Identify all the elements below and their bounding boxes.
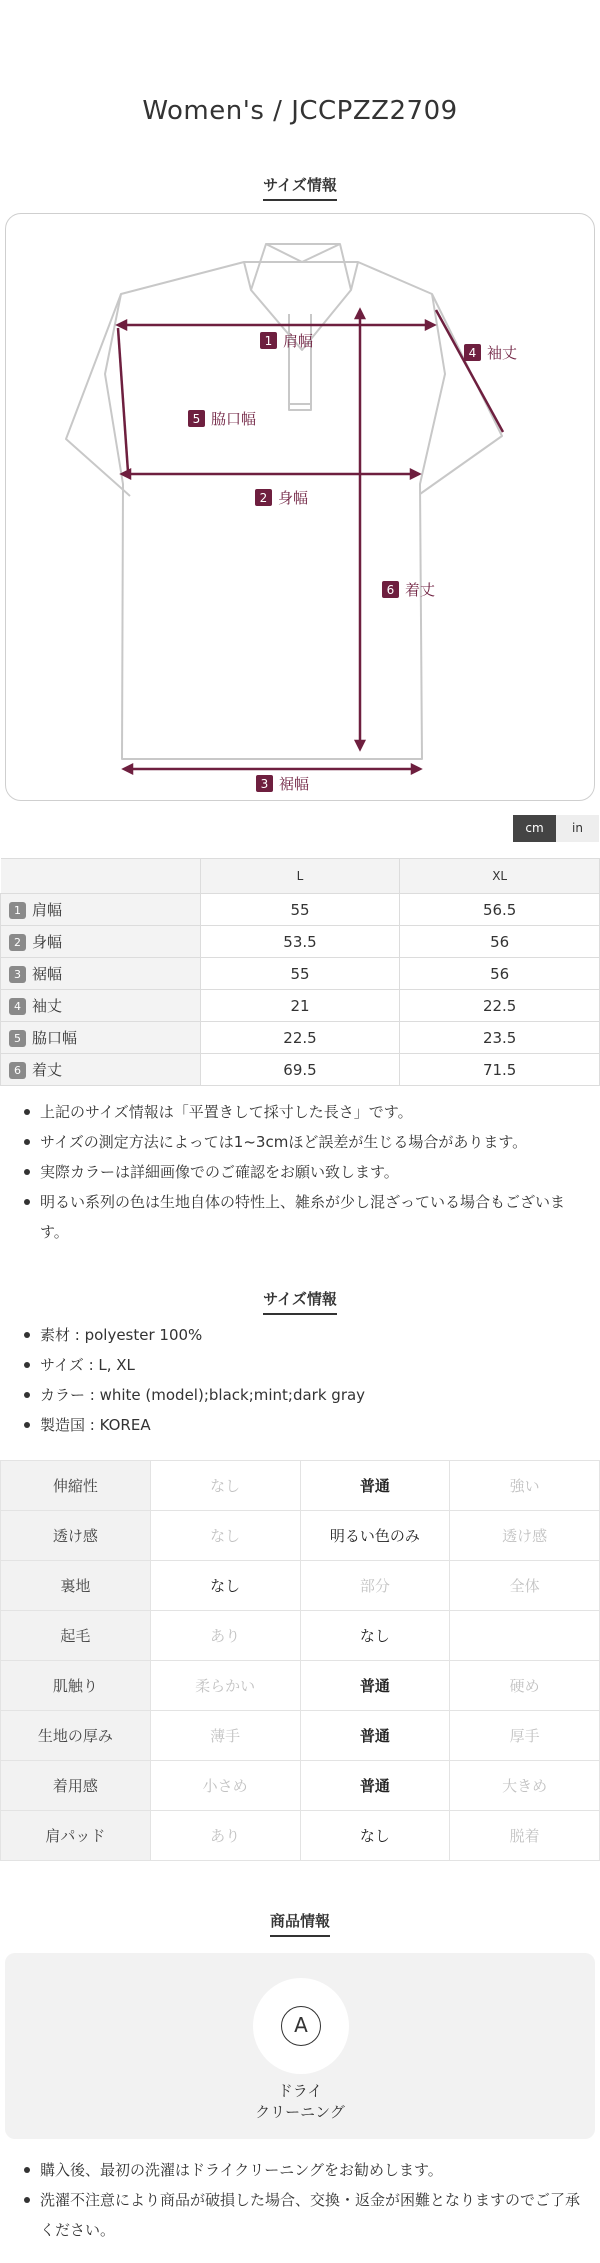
diagram-label-hem [256,775,309,793]
table-row: 透け感 なし 明るい色のみ 透け感 [1,1511,600,1561]
diagram-label-sleeve [464,344,517,362]
svg-text:脇口幅: 脇口幅 [211,410,257,428]
fabric-table [0,1460,600,1861]
care-box [5,1953,595,2139]
svg-text:着丈: 着丈 [405,581,436,599]
list-item: 明るい系列の色は生地自体の特性上、雑糸が少し混ざっている場合もございます。 [22,1187,592,1247]
care-symbol: A [281,2006,321,2046]
table-row: 肌触り 柔らかい 普通 硬め [1,1661,600,1711]
svg-text:3: 3 [260,777,269,791]
table-row: 1 肩幅 55 56.5 [1,894,600,926]
list-item: 実際カラーは詳細画像でのご確認をお願い致します。 [22,1157,592,1187]
size-table-header [1,859,600,894]
svg-text:裾幅: 裾幅 [279,775,310,793]
svg-text:袖丈: 袖丈 [487,344,518,362]
diagram-label-chest [255,489,308,507]
spec-heading: サイズ情報 [0,1288,600,1315]
list-item: 製造国 : KOREA [22,1410,592,1440]
table-row: 4 袖丈 21 22.5 [1,990,600,1022]
svg-text:2: 2 [259,491,268,505]
list-item: 素材 : polyester 100% [22,1320,592,1350]
unit-toggle[interactable] [513,815,599,842]
care-notes-list [22,2155,592,2245]
svg-text:4: 4 [468,346,477,360]
row-label: 着丈 [32,1061,63,1079]
table-row: 6 着丈 69.5 71.5 [1,1054,600,1086]
list-item: カラー : white (model);black;mint;dark gray [22,1380,592,1410]
table-row: 着用感 小さめ 普通 大きめ [1,1761,600,1811]
list-item: サイズ : L, XL [22,1350,592,1380]
table-row: 起毛 あり なし [1,1611,600,1661]
svg-text:6: 6 [386,583,395,597]
polo-shirt-diagram [6,214,596,802]
table-row: 3 裾幅 55 56 [1,958,600,990]
size-column-header: L [200,859,400,894]
size-table [0,858,600,1086]
dry-clean-icon [253,1978,349,2074]
table-row: 伸縮性 なし 普通 強い [1,1461,600,1511]
table-row: 裏地 なし 部分 全体 [1,1561,600,1611]
row-label: 袖丈 [32,997,63,1015]
row-label: 肩幅 [32,901,63,919]
diagram-label-length [382,581,435,599]
svg-text:肩幅: 肩幅 [283,332,314,350]
size-info-heading: サイズ情報 [0,174,600,201]
size-diagram [5,213,595,801]
size-column-header: XL [400,859,600,894]
list-item: 洗濯不注意により商品が破損した場合、交換・返金が困難となりますのでご了承ください。 [22,2185,592,2245]
diagram-label-armhole [188,410,256,428]
row-label: 裾幅 [32,965,63,983]
table-row: 生地の厚み 薄手 普通 厚手 [1,1711,600,1761]
unit-in-button[interactable]: in [556,815,599,842]
svg-text:身幅: 身幅 [278,489,309,507]
list-item: 上記のサイズ情報は「平置きして採寸した長さ」です。 [22,1097,592,1127]
care-label: ドライ クリーニング [255,2082,345,2121]
diagram-label-shoulder [260,332,313,350]
size-table-corner [1,859,201,894]
table-row: 肩パッド あり なし 脱着 [1,1811,600,1861]
svg-text:1: 1 [264,334,273,348]
list-item: サイズの測定方法によっては1~3cmほど誤差が生じる場合があります。 [22,1127,592,1157]
unit-cm-button[interactable]: cm [513,815,556,842]
list-item: 購入後、最初の洗濯はドライクリーニングをお勧めします。 [22,2155,592,2185]
page-title: Women's / JCCPZZ2709 [142,96,458,126]
row-label: 身幅 [32,933,63,951]
spec-list [22,1320,592,1440]
product-info-heading: 商品情報 [0,1910,600,1937]
size-notes-list [22,1097,592,1247]
table-row: 5 脇口幅 22.5 23.5 [1,1022,600,1054]
row-label: 脇口幅 [32,1029,78,1047]
svg-text:5: 5 [192,412,201,426]
table-row: 2 身幅 53.5 56 [1,926,600,958]
